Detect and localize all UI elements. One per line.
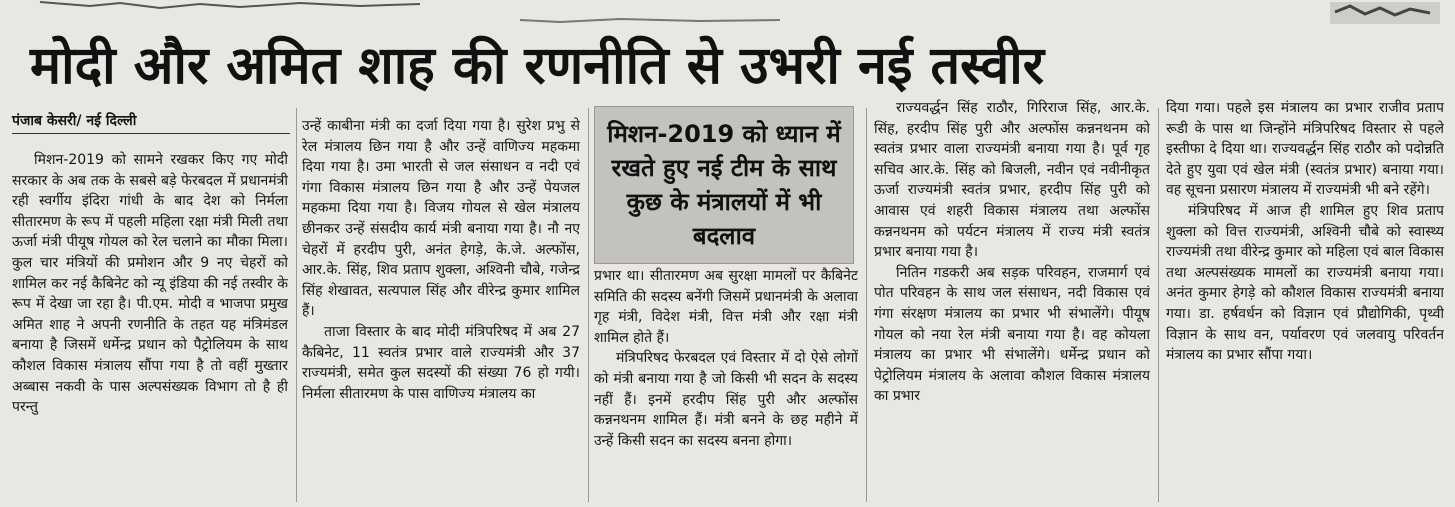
pullquote-box — [594, 106, 854, 264]
column-3-text-b: मंत्रिपरिषद फेरबदल एवं विस्तार में दो ऐसे लोगों को मंत्री बनाया गया है जो किसी भी सदन के सदस्य नहीं हैं। इनमें हरदीप सिंह पुरी और अल्फोंस कन्ननथनम शामिल हैं। मंत्री बनने के छह महीने में उन्हें किसी सदन का सदस्य बनना होगा। — [594, 350, 858, 449]
column-2 — [302, 116, 580, 505]
byline: पंजाब केसरी/ नई दिल्ली — [12, 113, 137, 129]
column-rule — [1158, 108, 1159, 502]
byline-rule — [12, 133, 290, 134]
column-rule — [588, 108, 589, 502]
headline: मोदी और अमित शाह की रणनीति से उभरी नई तस्वीर — [30, 36, 1044, 96]
column-3 — [594, 266, 858, 505]
column-1-text: मिशन-2019 को सामने रखकर किए गए मोदी सरकार के अब तक के सबसे बड़े फेरबदल में प्रधानमंत्री रही स्वर्गीय इंदिरा गांधी के बाद देश को निर्मला सीतारमण के रूप में पहली महिला रक्षा मंत्री मिली तथा ऊर्जा मंत्री पीयूष गोयल को रेल चलाने का मौका मिला। कुल चार मंत्रियों की प्रमोशन और 9 नए चेहरों को शामिल कर नई कैबिनेट को न्यू इंडिया की नई तस्वीर के रूप में देखा जा रहा है। पी.एम. मोदी व भाजपा प्रमुख अमित शाह ने अपनी रणनीति के तहत यह मंत्रिमंडल बनाया है जिसमें धर्मेन्द्र प्रधान को पैट्रोलियम के साथ कौशल विकास मंत्रालय सौंपा गया है तो वहीं मुख्तार अब्बास नकवी के पास अल्पसंख्यक विभाग तो है ही परन्तु — [12, 152, 288, 416]
pullquote-text: मिशन-2019 को ध्यान में रखते हुए नई टीम के साथ कुछ के मंत्रालयों में भी बदलाव — [607, 120, 841, 250]
column-rule — [866, 108, 867, 502]
column-5-text-b: मंत्रिपरिषद में आज ही शामिल हुए शिव प्रताप शुक्ला को वित्त राज्यमंत्री, अश्विनी चौबे को स्वास्थ्य राज्यमंत्री तथा वीरेन्द्र कुमार को महिला एवं बाल विकास तथा अल्पसंख्यक मामलों का राज्यमंत्री बनाया गया। अनंत कुमार हेगड़े को कौशल विकास राज्यमंत्री बनाया गया। डा. हर्षवर्धन को विज्ञान एवं प्रौद्योगिकी, पृथ्वी विज्ञान के साथ वन, पर्यावरण एवं जलवायु परिवर्तन मंत्रालय का प्रभार सौंपा गया। — [1166, 202, 1444, 364]
column-2-text-a: उन्हें काबीना मंत्री का दर्जा दिया गया है। सुरेश प्रभु से रेल मंत्रालय छिन गया है और उन्हें वाणिज्य महकमा दिया गया है। उमा भारती से जल संसाधन व नदी एवं गंगा विकास मंत्रालय छिन गया है और उन्हें पेयजल महकमा दिया गया है। विजय गोयल से खेल मंत्रालय छीनकर उन्हें संसदीय कार्य मंत्री बनाया गया है। नौ नए चेहरों में हरदीप पुरी, अनंत हेगड़े, के.जे. अल्फोंस, आर.के. सिंह, शिव प्रताप शुक्ला, अश्विनी चौबे, गजेन्द्र सिंह शेखावत, सत्यपाल सिंह और वीरेन्द्र कुमार शामिल हैं। — [302, 118, 580, 320]
previous-article-fragment — [0, 0, 1455, 28]
column-5-text-a: दिया गया। पहले इस मंत्रालय का प्रभार राजीव प्रताप रूडी के पास था जिन्होंने मंत्रिपरिषद विस्तार से पहले इस्तीफा दे दिया था। राज्यवर्द्धन सिंह राठौर को पदोन्नति देते हुए युवा एवं खेल मंत्री (स्वतंत्र प्रभार) बनाया गया। वह सूचना प्रसारण मंत्रालय में राज्यमंत्री भी बने रहेंगे। — [1166, 100, 1444, 199]
column-rule — [296, 108, 297, 502]
column-2-text-b: ताजा विस्तार के बाद मोदी मंत्रिपरिषद में अब 27 कैबिनेट, 11 स्वतंत्र प्रभार वाले राज्यमंत्री और 37 राज्यमंत्री, समेत कुल सदस्यों की संख्या 76 हो गयी। निर्मला सीतारमण के पास वाणिज्य मंत्रालय का — [302, 323, 580, 402]
column-4-text-a: राज्यवर्द्धन सिंह राठौर, गिरिराज सिंह, आर.के. सिंह, हरदीप सिंह पुरी और अल्फोंस कन्ननथनम को स्वतंत्र प्रभार वाला राज्यमंत्री बनाया गया है। पूर्व गृह सचिव आर.के. सिंह को बिजली, नवीन एवं नवीनीकृत ऊर्जा राज्यमंत्री स्वतंत्र प्रभार, हरदीप सिंह पुरी को आवास एवं शहरी विकास मंत्रालय तथा अल्फोंस कन्ननथनम को पर्यटन मंत्रालय में राज्य मंत्री स्वतंत्र प्रभार बनाया गया है। — [874, 100, 1150, 261]
column-1 — [12, 150, 288, 505]
column-3-text-a: प्रभार था। सीतारमण अब सुरक्षा मामलों पर कैबिनेट समिति की सदस्य बनेंगी जिसमें प्रधानमंत्री के अलावा गृह मंत्री, विदेश मंत्री, वित्त मंत्री और रक्षा मंत्री शामिल होते हैं। — [594, 268, 858, 346]
column-4-text-b: नितिन गडकरी अब सड़क परिवहन, राजमार्ग एवं पोत परिवहन के साथ जल संसाधन, नदी विकास एवं गंगा संरक्षण मंत्रालय का प्रभार भी संभालेंगे। पीयूष गोयल को नया रेल मंत्री बनाया गया है। वह कोयला मंत्रालय का प्रभार भी संभालेंगे। धर्मेन्द्र प्रधान को पेट्रोलियम मंत्रालय के अलावा कौशल विकास मंत्रालय का प्रभार — [874, 264, 1150, 405]
column-4 — [874, 98, 1150, 505]
column-5 — [1166, 98, 1444, 505]
